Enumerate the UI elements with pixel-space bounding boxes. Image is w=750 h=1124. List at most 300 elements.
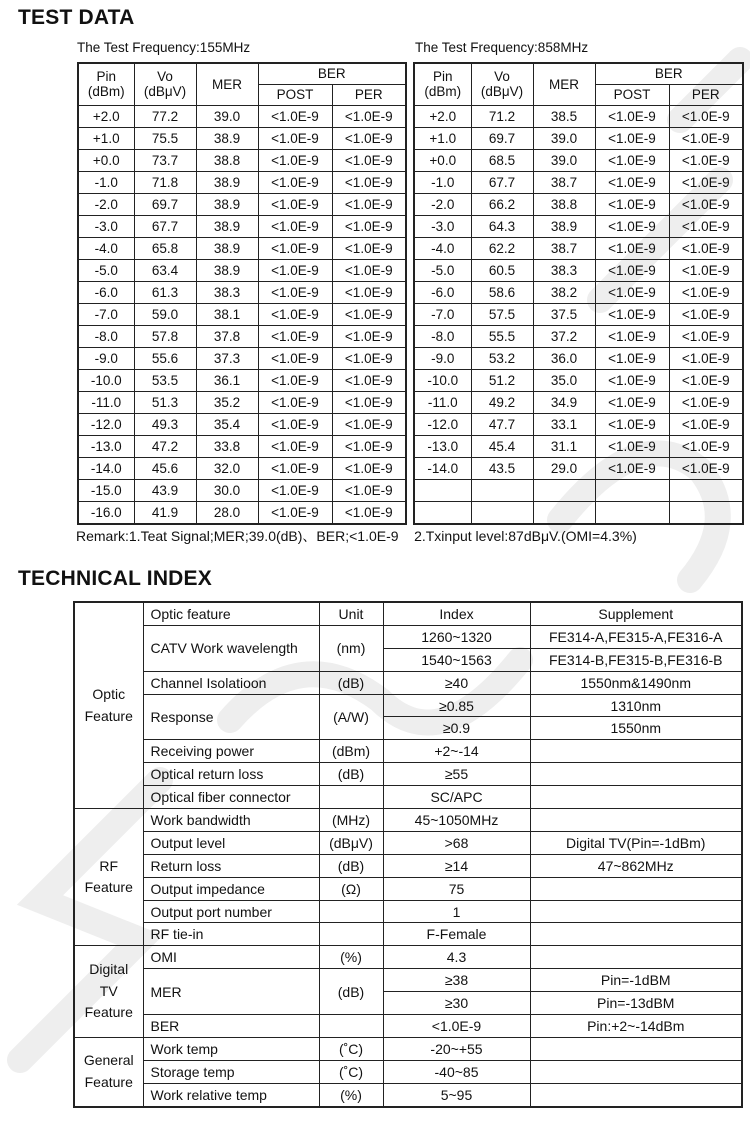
ber-header: BER <box>595 63 743 85</box>
table-row <box>74 740 742 763</box>
mer-cell: 38.3 <box>196 282 258 304</box>
ber-per-cell: <1.0E-9 <box>332 172 406 194</box>
mer-cell: 28.0 <box>196 502 258 525</box>
table-row <box>414 304 743 326</box>
vo-cell: 71.2 <box>471 106 533 128</box>
pin-header: Pin (dBm) <box>414 63 471 106</box>
vo-cell: 49.3 <box>134 414 196 436</box>
mer-cell: 37.2 <box>533 326 595 348</box>
pin-cell: -11.0 <box>414 392 471 414</box>
ber-per-cell: <1.0E-9 <box>332 480 406 502</box>
pin-cell <box>414 480 471 502</box>
mer-cell: 38.9 <box>196 194 258 216</box>
ber-per-cell: <1.0E-9 <box>332 326 406 348</box>
table-row <box>414 502 743 525</box>
table-row <box>78 326 406 348</box>
right-test-frequency: The Test Frequency:858MHz <box>415 40 589 55</box>
vo-cell: 43.9 <box>134 480 196 502</box>
table-row <box>74 786 742 809</box>
table-row <box>74 1015 742 1038</box>
pin-cell: -1.0 <box>78 172 134 194</box>
vo-cell: 58.6 <box>471 282 533 304</box>
vo-cell: 63.4 <box>134 260 196 282</box>
table-row <box>78 128 406 150</box>
mer-cell: 39.0 <box>533 128 595 150</box>
index-value: ≥30 <box>383 992 530 1015</box>
vo-cell: 75.5 <box>134 128 196 150</box>
table-row <box>414 392 743 414</box>
table-row <box>414 128 743 150</box>
table-row <box>78 348 406 370</box>
index-value: ≥55 <box>383 763 530 786</box>
ber-per-cell: <1.0E-9 <box>332 106 406 128</box>
ber-post-cell: <1.0E-9 <box>258 194 332 216</box>
feature-name: MER <box>143 969 319 1015</box>
ber-post-cell: <1.0E-9 <box>258 282 332 304</box>
vo-cell: 53.2 <box>471 348 533 370</box>
ber-per-cell: <1.0E-9 <box>669 326 743 348</box>
table-row <box>78 172 406 194</box>
unit: (˚C) <box>319 1037 383 1060</box>
ber-per-cell: <1.0E-9 <box>332 392 406 414</box>
pin-cell: -12.0 <box>78 414 134 436</box>
feature-name: Work relative temp <box>143 1083 319 1106</box>
pin-cell: +0.0 <box>78 150 134 172</box>
pin-cell: -14.0 <box>414 458 471 480</box>
ber-post-cell: <1.0E-9 <box>258 414 332 436</box>
table-row <box>414 326 743 348</box>
table-row <box>414 260 743 282</box>
pin-cell: -12.0 <box>414 414 471 436</box>
ber-per-cell: <1.0E-9 <box>669 392 743 414</box>
pin-cell: -5.0 <box>414 260 471 282</box>
ber-header: BER <box>258 63 406 85</box>
vo-cell: 53.5 <box>134 370 196 392</box>
technical-index-heading: TECHNICAL INDEX <box>18 567 212 590</box>
pin-cell: -13.0 <box>78 436 134 458</box>
mer-cell: 38.7 <box>533 238 595 260</box>
table-row <box>78 304 406 326</box>
table-row <box>414 150 743 172</box>
mer-cell: 35.0 <box>533 370 595 392</box>
vo-cell: 43.5 <box>471 458 533 480</box>
table-row <box>414 458 743 480</box>
ber-post-cell: <1.0E-9 <box>595 326 669 348</box>
table-row <box>414 216 743 238</box>
ber-per-cell: <1.0E-9 <box>669 458 743 480</box>
table-row <box>74 625 742 648</box>
post-header: POST <box>595 85 669 106</box>
test-table-155mhz <box>77 62 407 525</box>
supplement <box>530 1037 742 1060</box>
vo-cell: 71.8 <box>134 172 196 194</box>
pin-cell: -13.0 <box>414 436 471 458</box>
ber-per-cell: <1.0E-9 <box>669 304 743 326</box>
table-row <box>78 392 406 414</box>
mer-cell: 38.3 <box>533 260 595 282</box>
pin-cell: -5.0 <box>78 260 134 282</box>
supplement: 1550nm <box>530 717 742 740</box>
vo-cell: 57.5 <box>471 304 533 326</box>
pin-cell: +1.0 <box>78 128 134 150</box>
unit: (%) <box>319 946 383 969</box>
pin-cell: +2.0 <box>414 106 471 128</box>
supplement <box>530 946 742 969</box>
ber-post-cell: <1.0E-9 <box>258 150 332 172</box>
ber-post-cell: <1.0E-9 <box>258 172 332 194</box>
ber-post-cell: <1.0E-9 <box>595 370 669 392</box>
mer-cell: 35.2 <box>196 392 258 414</box>
header-unit: Unit <box>319 602 383 625</box>
index-value: SC/APC <box>383 786 530 809</box>
ber-post-cell <box>595 480 669 502</box>
unit: (Ω) <box>319 877 383 900</box>
vo-cell: 57.8 <box>134 326 196 348</box>
pin-cell: -1.0 <box>414 172 471 194</box>
supplement: Digital TV(Pin=-1dBm) <box>530 831 742 854</box>
pin-cell: -6.0 <box>414 282 471 304</box>
mer-cell: 29.0 <box>533 458 595 480</box>
ber-per-cell: <1.0E-9 <box>332 216 406 238</box>
pin-cell: -9.0 <box>414 348 471 370</box>
mer-header: MER <box>533 63 595 106</box>
pin-cell: -9.0 <box>78 348 134 370</box>
table-row <box>78 370 406 392</box>
ber-post-cell: <1.0E-9 <box>595 458 669 480</box>
ber-post-cell <box>595 502 669 525</box>
mer-cell: 38.9 <box>533 216 595 238</box>
index-value: ≥38 <box>383 969 530 992</box>
per-header: PER <box>332 85 406 106</box>
unit: (dB) <box>319 763 383 786</box>
mer-cell: 30.0 <box>196 480 258 502</box>
ber-per-cell: <1.0E-9 <box>669 216 743 238</box>
per-header: PER <box>669 85 743 106</box>
feature-name: Response <box>143 694 319 740</box>
vo-cell: 77.2 <box>134 106 196 128</box>
index-value: F-Female <box>383 923 530 946</box>
pin-cell: -10.0 <box>78 370 134 392</box>
pin-cell: -15.0 <box>78 480 134 502</box>
ber-post-cell: <1.0E-9 <box>258 480 332 502</box>
ber-post-cell: <1.0E-9 <box>258 326 332 348</box>
index-value: ≥0.9 <box>383 717 530 740</box>
pin-cell: -4.0 <box>78 238 134 260</box>
pin-cell: -11.0 <box>78 392 134 414</box>
mer-cell: 37.3 <box>196 348 258 370</box>
table-row <box>78 194 406 216</box>
mer-cell: 38.1 <box>196 304 258 326</box>
unit: (dB) <box>319 969 383 1015</box>
ber-post-cell: <1.0E-9 <box>258 216 332 238</box>
ber-per-cell: <1.0E-9 <box>669 282 743 304</box>
mer-cell: 38.9 <box>196 238 258 260</box>
ber-post-cell: <1.0E-9 <box>595 172 669 194</box>
unit: (A/W) <box>319 694 383 740</box>
pin-cell: -8.0 <box>78 326 134 348</box>
table-row <box>78 238 406 260</box>
table-row <box>78 414 406 436</box>
ber-per-cell: <1.0E-9 <box>669 414 743 436</box>
vo-cell: 67.7 <box>471 172 533 194</box>
index-value: 45~1050MHz <box>383 809 530 832</box>
unit: (nm) <box>319 625 383 671</box>
vo-cell: 68.5 <box>471 150 533 172</box>
supplement <box>530 1083 742 1106</box>
table-row <box>78 458 406 480</box>
feature-name: CATV Work wavelength <box>143 625 319 671</box>
group-general-feature: General Feature <box>74 1037 143 1106</box>
table-row <box>74 694 742 717</box>
ber-post-cell: <1.0E-9 <box>595 128 669 150</box>
mer-cell: 38.8 <box>196 150 258 172</box>
ber-per-cell: <1.0E-9 <box>669 194 743 216</box>
index-value: ≥40 <box>383 671 530 694</box>
ber-post-cell: <1.0E-9 <box>595 304 669 326</box>
mer-cell: 39.0 <box>533 150 595 172</box>
supplement: Pin:+2~-14dBm <box>530 1015 742 1038</box>
vo-cell: 69.7 <box>471 128 533 150</box>
ber-post-cell: <1.0E-9 <box>595 414 669 436</box>
feature-name: Output level <box>143 831 319 854</box>
table-row <box>78 502 406 525</box>
table-row <box>74 602 742 625</box>
ber-post-cell: <1.0E-9 <box>258 348 332 370</box>
mer-cell: 38.9 <box>196 128 258 150</box>
ber-per-cell <box>669 502 743 525</box>
pin-cell: -14.0 <box>78 458 134 480</box>
group-rf-feature: RF Feature <box>74 809 143 946</box>
mer-cell: 36.0 <box>533 348 595 370</box>
pin-cell: -6.0 <box>78 282 134 304</box>
mer-cell: 38.8 <box>533 194 595 216</box>
pin-cell: -3.0 <box>414 216 471 238</box>
pin-cell: -10.0 <box>414 370 471 392</box>
vo-cell: 59.0 <box>134 304 196 326</box>
feature-name: Storage temp <box>143 1060 319 1083</box>
mer-cell: 38.5 <box>533 106 595 128</box>
unit: (dB) <box>319 671 383 694</box>
vo-header: Vo (dBμV) <box>134 63 196 106</box>
supplement: 47~862MHz <box>530 854 742 877</box>
header-feature: Optic feature <box>143 602 319 625</box>
table-row <box>78 106 406 128</box>
ber-per-cell: <1.0E-9 <box>669 238 743 260</box>
vo-cell: 67.7 <box>134 216 196 238</box>
ber-per-cell: <1.0E-9 <box>332 414 406 436</box>
vo-cell: 41.9 <box>134 502 196 525</box>
mer-cell: 33.1 <box>533 414 595 436</box>
vo-header: Vo (dBμV) <box>471 63 533 106</box>
ber-post-cell: <1.0E-9 <box>258 238 332 260</box>
table-row <box>74 763 742 786</box>
vo-cell <box>471 480 533 502</box>
unit <box>319 923 383 946</box>
index-value: -40~85 <box>383 1060 530 1083</box>
ber-post-cell: <1.0E-9 <box>258 458 332 480</box>
ber-post-cell: <1.0E-9 <box>258 128 332 150</box>
left-test-frequency: The Test Frequency:155MHz <box>77 40 251 55</box>
ber-post-cell: <1.0E-9 <box>595 282 669 304</box>
table-row <box>414 348 743 370</box>
mer-cell: 38.7 <box>533 172 595 194</box>
header-index: Index <box>383 602 530 625</box>
supplement <box>530 923 742 946</box>
pin-cell: -2.0 <box>414 194 471 216</box>
ber-per-cell: <1.0E-9 <box>332 458 406 480</box>
vo-cell: 60.5 <box>471 260 533 282</box>
mer-cell: 34.9 <box>533 392 595 414</box>
pin-cell: -4.0 <box>414 238 471 260</box>
ber-per-cell: <1.0E-9 <box>669 172 743 194</box>
unit: (dBμV) <box>319 831 383 854</box>
ber-post-cell: <1.0E-9 <box>595 348 669 370</box>
table-row <box>74 1060 742 1083</box>
mer-cell: 35.4 <box>196 414 258 436</box>
vo-cell: 49.2 <box>471 392 533 414</box>
pin-cell: +1.0 <box>414 128 471 150</box>
pin-cell: +2.0 <box>78 106 134 128</box>
mer-cell: 32.0 <box>196 458 258 480</box>
mer-cell: 38.9 <box>196 216 258 238</box>
pin-cell: -7.0 <box>78 304 134 326</box>
ber-per-cell: <1.0E-9 <box>332 304 406 326</box>
feature-name: Optical fiber connector <box>143 786 319 809</box>
feature-name: BER <box>143 1015 319 1038</box>
table-row <box>78 282 406 304</box>
ber-per-cell: <1.0E-9 <box>332 282 406 304</box>
ber-per-cell: <1.0E-9 <box>669 128 743 150</box>
post-header: POST <box>258 85 332 106</box>
table-row <box>74 671 742 694</box>
index-value: ≥0.85 <box>383 694 530 717</box>
supplement: Pin=-13dBM <box>530 992 742 1015</box>
ber-post-cell: <1.0E-9 <box>595 194 669 216</box>
supplement: 1310nm <box>530 694 742 717</box>
group-digital-tv-feature: Digital TV Feature <box>74 946 143 1038</box>
vo-cell: 61.3 <box>134 282 196 304</box>
index-value: 1 <box>383 900 530 923</box>
unit: (˚C) <box>319 1060 383 1083</box>
feature-name: Receiving power <box>143 740 319 763</box>
ber-per-cell: <1.0E-9 <box>332 348 406 370</box>
index-value: 1540~1563 <box>383 648 530 671</box>
ber-post-cell: <1.0E-9 <box>258 502 332 525</box>
feature-name: RF tie-in <box>143 923 319 946</box>
ber-post-cell: <1.0E-9 <box>595 106 669 128</box>
mer-cell: 36.1 <box>196 370 258 392</box>
pin-cell: -16.0 <box>78 502 134 525</box>
technical-index-table <box>73 601 743 1108</box>
mer-cell: 38.9 <box>196 172 258 194</box>
table-row <box>78 480 406 502</box>
vo-cell: 51.3 <box>134 392 196 414</box>
table-row <box>78 436 406 458</box>
group-optic-feature: Optic Feature <box>74 602 143 809</box>
supplement <box>530 786 742 809</box>
vo-cell: 55.6 <box>134 348 196 370</box>
supplement <box>530 740 742 763</box>
mer-cell <box>533 480 595 502</box>
supplement: Pin=-1dBM <box>530 969 742 992</box>
index-value: 5~95 <box>383 1083 530 1106</box>
mer-header: MER <box>196 63 258 106</box>
ber-post-cell: <1.0E-9 <box>258 304 332 326</box>
table-row <box>414 238 743 260</box>
supplement: FE314-B,FE315-B,FE316-B <box>530 648 742 671</box>
vo-cell: 64.3 <box>471 216 533 238</box>
feature-name: Work bandwidth <box>143 809 319 832</box>
ber-post-cell: <1.0E-9 <box>258 392 332 414</box>
ber-post-cell: <1.0E-9 <box>595 392 669 414</box>
ber-per-cell: <1.0E-9 <box>669 370 743 392</box>
table-row <box>414 194 743 216</box>
table-row <box>414 370 743 392</box>
table-row <box>74 1037 742 1060</box>
vo-cell: 47.7 <box>471 414 533 436</box>
supplement <box>530 809 742 832</box>
vo-cell: 69.7 <box>134 194 196 216</box>
mer-cell: 37.8 <box>196 326 258 348</box>
test-table-858mhz <box>413 62 744 525</box>
table-row <box>74 900 742 923</box>
supplement: FE314-A,FE315-A,FE316-A <box>530 625 742 648</box>
vo-cell <box>471 502 533 525</box>
table-row <box>74 831 742 854</box>
ber-post-cell: <1.0E-9 <box>258 436 332 458</box>
unit: (dBm) <box>319 740 383 763</box>
supplement <box>530 763 742 786</box>
ber-post-cell: <1.0E-9 <box>595 238 669 260</box>
ber-per-cell <box>669 480 743 502</box>
supplement: 1550nm&1490nm <box>530 671 742 694</box>
vo-cell: 51.2 <box>471 370 533 392</box>
ber-per-cell: <1.0E-9 <box>332 238 406 260</box>
index-value: >68 <box>383 831 530 854</box>
index-value: 4.3 <box>383 946 530 969</box>
vo-cell: 65.8 <box>134 238 196 260</box>
test-remark: Remark:1.Teat Signal;MER;39.0(dB)、BER;<1.0E-9 2.Txinput level:87dBμV.(OMI=4.3%) <box>76 528 637 544</box>
ber-post-cell: <1.0E-9 <box>258 260 332 282</box>
supplement <box>530 877 742 900</box>
ber-post-cell: <1.0E-9 <box>595 260 669 282</box>
feature-name: OMI <box>143 946 319 969</box>
vo-cell: 73.7 <box>134 150 196 172</box>
pin-cell: -8.0 <box>414 326 471 348</box>
test-data-heading: TEST DATA <box>18 6 135 29</box>
pin-header: Pin (dBm) <box>78 63 134 106</box>
unit: (%) <box>319 1083 383 1106</box>
vo-cell: 62.2 <box>471 238 533 260</box>
ber-per-cell: <1.0E-9 <box>332 194 406 216</box>
index-value: ≥14 <box>383 854 530 877</box>
ber-per-cell: <1.0E-9 <box>669 150 743 172</box>
table-row <box>74 809 742 832</box>
table-row <box>414 282 743 304</box>
mer-cell: 33.8 <box>196 436 258 458</box>
ber-per-cell: <1.0E-9 <box>332 436 406 458</box>
mer-cell: 38.9 <box>196 260 258 282</box>
mer-cell <box>533 502 595 525</box>
index-value: 75 <box>383 877 530 900</box>
feature-name: Work temp <box>143 1037 319 1060</box>
feature-name: Output impedance <box>143 877 319 900</box>
vo-cell: 47.2 <box>134 436 196 458</box>
feature-name: Channel Isolatioon <box>143 671 319 694</box>
mer-cell: 31.1 <box>533 436 595 458</box>
ber-per-cell: <1.0E-9 <box>332 150 406 172</box>
unit: (dB) <box>319 854 383 877</box>
